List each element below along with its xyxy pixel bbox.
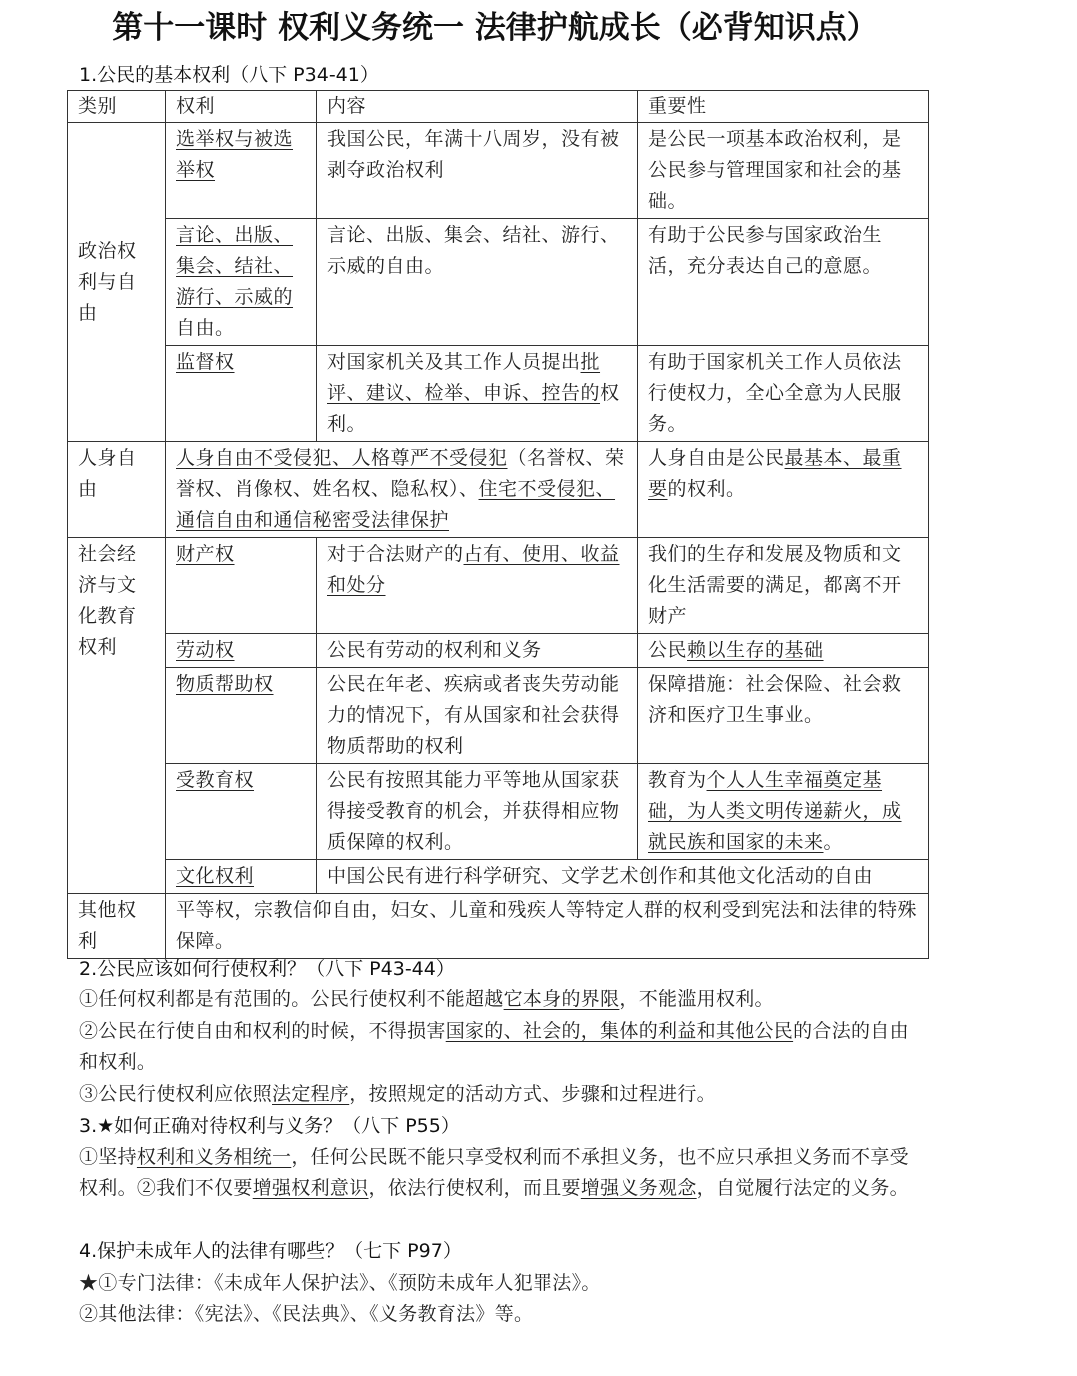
section-2-ref: （八下 P43-44）: [306, 958, 455, 980]
header-content: 内容: [317, 91, 638, 123]
content-property-a: 对于合法财产的: [327, 543, 464, 565]
content-material-aid: 公民在年老、疾病或者丧失劳动能力的情况下，有从国家和社会获得物质帮助的权利: [317, 668, 638, 764]
page-title: 第十一课时 权利义务统一 法律护航成长（必背知识点）: [112, 10, 878, 46]
importance-education-a: 教育为: [648, 769, 707, 791]
right-education: 受教育权: [176, 769, 255, 791]
s3-d: 增强权利意识: [252, 1177, 369, 1199]
importance-personal-b: 最基本、最重要: [648, 447, 902, 500]
importance-supervision: 有助于国家机关工作人员依法行使权力，全心全意为人民服务。: [638, 346, 929, 442]
s3-c: ，任何公民既不能只享受权利而不承担义务，也不应只承担义务而不享受权利。②我们不仅要: [79, 1146, 909, 1199]
importance-property: 我们的生存和发展及物质和文化生活需要的满足，都离不开财产: [638, 538, 929, 634]
right-material-aid: 物质帮助权: [176, 673, 274, 695]
content-speech: 言论、出版、集会、结社、游行、示威的自由。: [317, 219, 638, 346]
right-culture: 文化权利: [176, 865, 255, 887]
content-personal-a: 人身自由不受侵犯、人格尊严不受侵犯: [176, 447, 508, 469]
section-3-text: [79, 1142, 924, 1204]
importance-material-aid: 保障措施：社会保险、社会救济和医疗卫生事业。: [638, 668, 929, 764]
table-row: [68, 123, 929, 219]
importance-labor-a: 公民: [648, 639, 688, 661]
importance-education-b: 个人人生幸福奠定基础，为人类文明传递薪火，成就民族和国家的未来: [648, 769, 902, 853]
category-socio: 社会经济与文化教育权利: [68, 538, 166, 894]
section-4-point-2: ②其他法律：《宪法》、《民法典》、《义务教育法》等。: [79, 1303, 534, 1325]
section-2-point-3: [79, 1079, 924, 1110]
table-row: [68, 894, 929, 959]
section-1-ref: （八下 P34-41）: [230, 64, 379, 86]
s3-g: ，自觉履行法定的义务。: [696, 1177, 909, 1199]
table-row: [68, 764, 929, 860]
right-election: 选举权与被选举权: [176, 128, 294, 181]
content-supervision-a: 对国家机关及其工作人员提出: [327, 351, 581, 373]
s2-p2-b: 国家的、社会的，集体的利益和其他公民: [445, 1020, 794, 1042]
content-education: 公民有按照其能力平等地从国家获得接受教育的机会，并获得相应物质保障的权利。: [317, 764, 638, 860]
rights-table: [67, 90, 929, 959]
content-supervision-c: 权利。: [327, 382, 620, 435]
s2-p1-b: 它本身的界限: [503, 988, 620, 1010]
section-4-heading: [79, 1237, 462, 1265]
content-personal-b: （名誉权、荣誉权、肖像权、姓名权、隐私权）、: [176, 447, 625, 500]
importance-personal-a: 人身自由是公民: [648, 447, 785, 469]
s2-p3-b: 法定程序: [272, 1083, 350, 1105]
importance-personal-c: 的权利。: [667, 478, 746, 500]
content-labor: 公民有劳动的权利和义务: [317, 634, 638, 668]
section-1-title: 1.公民的基本权利: [79, 64, 231, 86]
section-4-point-1: ★①专门法律：《未成年人保护法》、《预防未成年人犯罪法》。: [79, 1272, 601, 1294]
table-row: [68, 668, 929, 764]
section-3-heading: [79, 1112, 460, 1140]
content-culture: 中国公民有进行科学研究、文学艺术创作和其他文化活动的自由: [317, 860, 929, 894]
table-header-row: [68, 91, 929, 123]
s2-p2-a: ②公民在行使自由和权利的时候，不得损害: [79, 1020, 446, 1042]
s3-e: ，依法行使权利，而且要: [368, 1177, 581, 1199]
section-3-title: 3.★如何正确对待权利与义务？: [79, 1115, 343, 1137]
s2-p3-a: ③公民行使权利应依照: [79, 1083, 273, 1105]
table-row: [68, 346, 929, 442]
table-row: [68, 219, 929, 346]
category-political: 政治权利与自由: [68, 123, 166, 442]
table-row: [68, 538, 929, 634]
section-4-title: 4.保护未成年人的法律有哪些？: [79, 1240, 345, 1262]
importance-labor-b: 赖以生存的基础: [687, 639, 824, 661]
table-row: [68, 442, 929, 538]
content-property-b: 占有、使用、收益和处分: [327, 543, 620, 596]
section-4-ref: （七下 P97）: [344, 1240, 462, 1262]
content-personal-c: 住宅不受侵犯、通信自由和通信秘密受法律保护: [176, 478, 616, 531]
s2-p1-a: ①任何权利都是有范围的。公民行使权利不能超越: [79, 988, 504, 1010]
right-speech: 言论、出版、集会、结社、游行、示威的: [176, 224, 294, 308]
section-2-title: 2.公民应该如何行使权利？: [79, 958, 307, 980]
content-supervision-b: 批评、建议、检举、申诉、控告的: [327, 351, 601, 404]
header-right: 权利: [166, 91, 317, 123]
right-speech-tail: 自由。: [176, 317, 235, 339]
content-other: 平等权，宗教信仰自由，妇女、儿童和残疾人等特定人群的权利受到宪法和法律的特殊保障。: [166, 894, 929, 959]
importance-election: 是公民一项基本政治权利，是公民参与管理国家和社会的基础。: [638, 123, 929, 219]
right-property: 财产权: [176, 543, 235, 565]
s2-p1-c: ，不能滥用权利。: [619, 988, 774, 1010]
s2-p2-c: 的合法的自由和权利。: [79, 1020, 909, 1073]
section-3-ref: （八下 P55）: [342, 1115, 460, 1137]
category-other: 其他权利: [68, 894, 166, 959]
importance-speech: 有助于公民参与国家政治生活，充分表达自己的意愿。: [638, 219, 929, 346]
header-importance: 重要性: [638, 91, 929, 123]
table-row: [68, 634, 929, 668]
importance-education-c: 。: [823, 831, 844, 853]
s3-f: 增强义务观念: [580, 1177, 697, 1199]
s3-a: ①坚持: [79, 1146, 137, 1168]
s3-b: 权利和义务相统一: [136, 1146, 292, 1168]
section-2-heading: [79, 955, 455, 983]
section-1-heading: [79, 61, 379, 89]
content-election: 我国公民，年满十八周岁，没有被剥夺政治权利: [317, 123, 638, 219]
right-labor: 劳动权: [176, 639, 235, 661]
section-2-point-1: [79, 984, 924, 1015]
category-personal: 人身自由: [68, 442, 166, 538]
section-2-point-2: [79, 1016, 924, 1078]
right-supervision: 监督权: [176, 351, 235, 373]
header-category: 类别: [68, 91, 166, 123]
table-row: [68, 860, 929, 894]
s2-p3-c: ，按照规定的活动方式、步骤和过程进行。: [349, 1083, 716, 1105]
